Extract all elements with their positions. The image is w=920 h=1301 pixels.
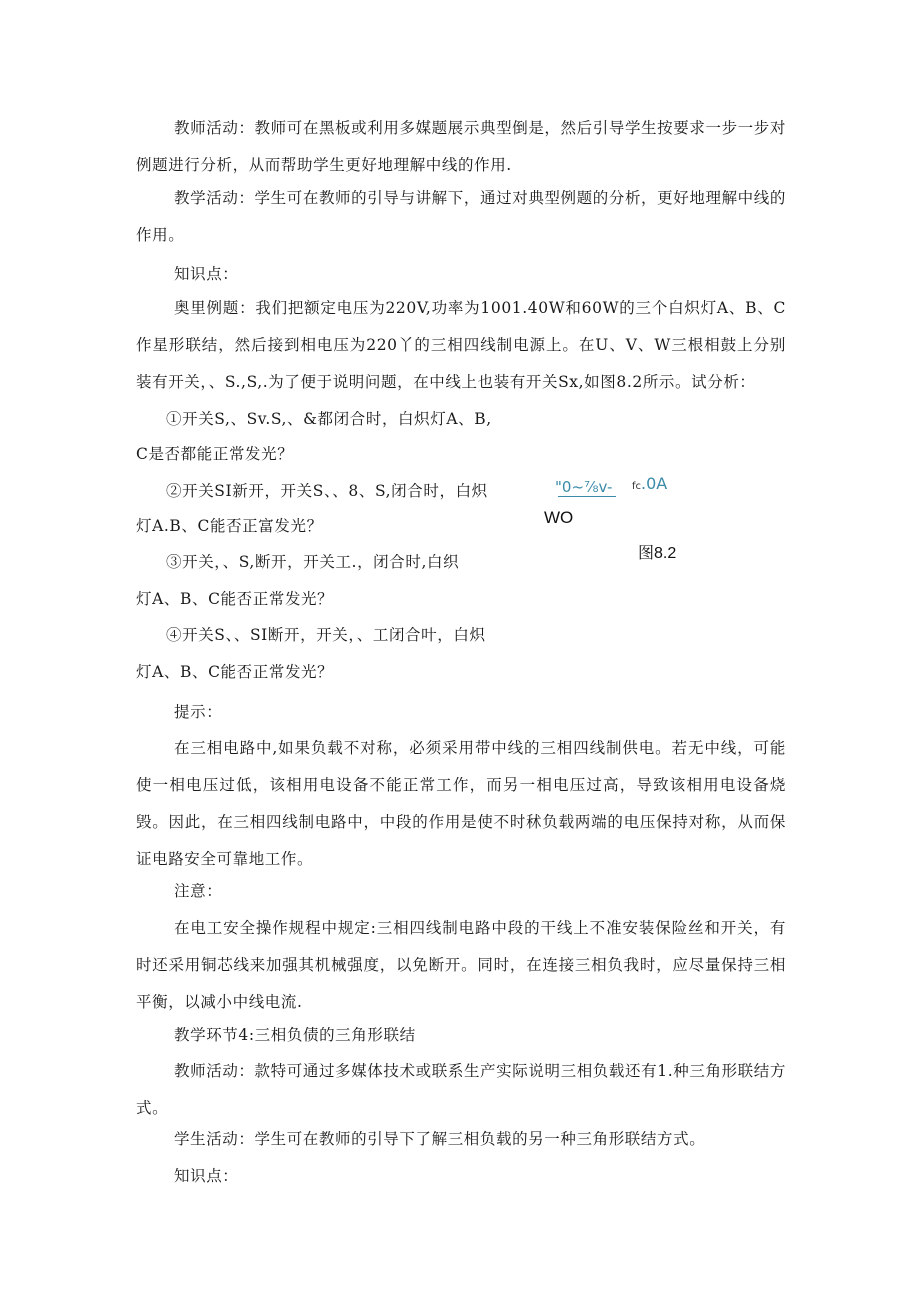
question-1-line-2: C是否都能正常发光？	[136, 445, 294, 463]
note-paragraph: 在电工安全操作规程中规定:三相四线制电路中段的干线上不准安装保险丝和开关，有时还采用铜芯线来加强其机械强度，以免断开。同时，在连接三相负我时，应尽量保持三相平衡，以减小中线电流.	[136, 919, 786, 1011]
section-heading: 教学环节4:三相负债的三角形联结	[174, 1026, 416, 1044]
section-knowledge-label: 知识点：	[174, 1167, 239, 1185]
example-problem-paragraph: 奥里例题：我们把额定电压为220V,功率为1001.40W和60W的三个白炽灯A、B、C作星形联结，然后接到相电压为220丫的三相四线制电源上。在U、V、W三根相鼓上分别装有开关，、S.,S,.为了便于说明问题，在中线上也装有开关Sx,如图8.2所示。试分析：	[136, 299, 786, 391]
section-teacher-activity: 教师活动：款特可通过多媒体技术或联系生产实际说明三相负载还有1.种三角形联结方式。	[136, 1062, 786, 1117]
hint-label: 提示：	[174, 703, 223, 721]
figure-8-2-residue	[555, 474, 685, 498]
section-student-activity: 学生活动：学生可在教师的引导下了解三相负载的另一种三角形联结方式。	[174, 1130, 706, 1148]
figure-label-a: "0~⅞v-	[555, 478, 613, 496]
knowledge-point-label: 知识点：	[174, 265, 239, 283]
figure-label-b-big: .0A	[641, 474, 668, 493]
hint-paragraph: 在三相电路中,如果负载不对称，必须采用带中线的三相四线制供电。若无中线，可能使一相电压过低，该相用电设备不能正常工作，而另一相电压过高，导致该相用电设备烧毁。因此，在三相四线制电路中，中段的作用是使不时秫负载两端的电压保持对称，从而保证电路安全可靠地工作。	[136, 739, 786, 868]
question-4-line-2: 灯A、B、C能否正常发光？	[136, 663, 334, 681]
figure-underline	[558, 496, 616, 497]
figure-label-b-small: fc	[632, 481, 642, 492]
figure-label-wo: WO	[544, 508, 574, 527]
question-2-line-2: 灯A.B、C能否正富发光？	[136, 517, 323, 535]
teaching-activity-paragraph: 教学活动：学生可在教师的引导与讲解下，通过对典型例题的分析，更好地理解中线的作用。	[136, 189, 786, 244]
question-3-line-1: ③开关，、S,断开，开关工.，闭合时,白织	[166, 553, 460, 571]
figure-caption: 图8.2	[638, 545, 677, 562]
figure-label-b	[632, 474, 667, 493]
question-3-line-2: 灯A、B、C能否正常发光？	[136, 590, 334, 608]
teacher-activity-paragraph: 教师活动：教师可在黑板或利用多媒题展示典型倒是，然后引导学生按要求一步一步对例题进行分析，从而帮助学生更好地理解中线的作用.	[136, 119, 786, 174]
note-label: 注意：	[174, 882, 223, 900]
question-4-line-1: ④开关S、、SI断开，开关，、工闭合叶，白炽	[166, 626, 486, 644]
question-2-line-1: ②开关SI新开，开关S、、8、S,闭合时，白炽	[166, 482, 488, 500]
question-1-line-1: ①开关S,、Sv.S,、&都闭合时，白炽灯A、B,	[166, 410, 492, 428]
